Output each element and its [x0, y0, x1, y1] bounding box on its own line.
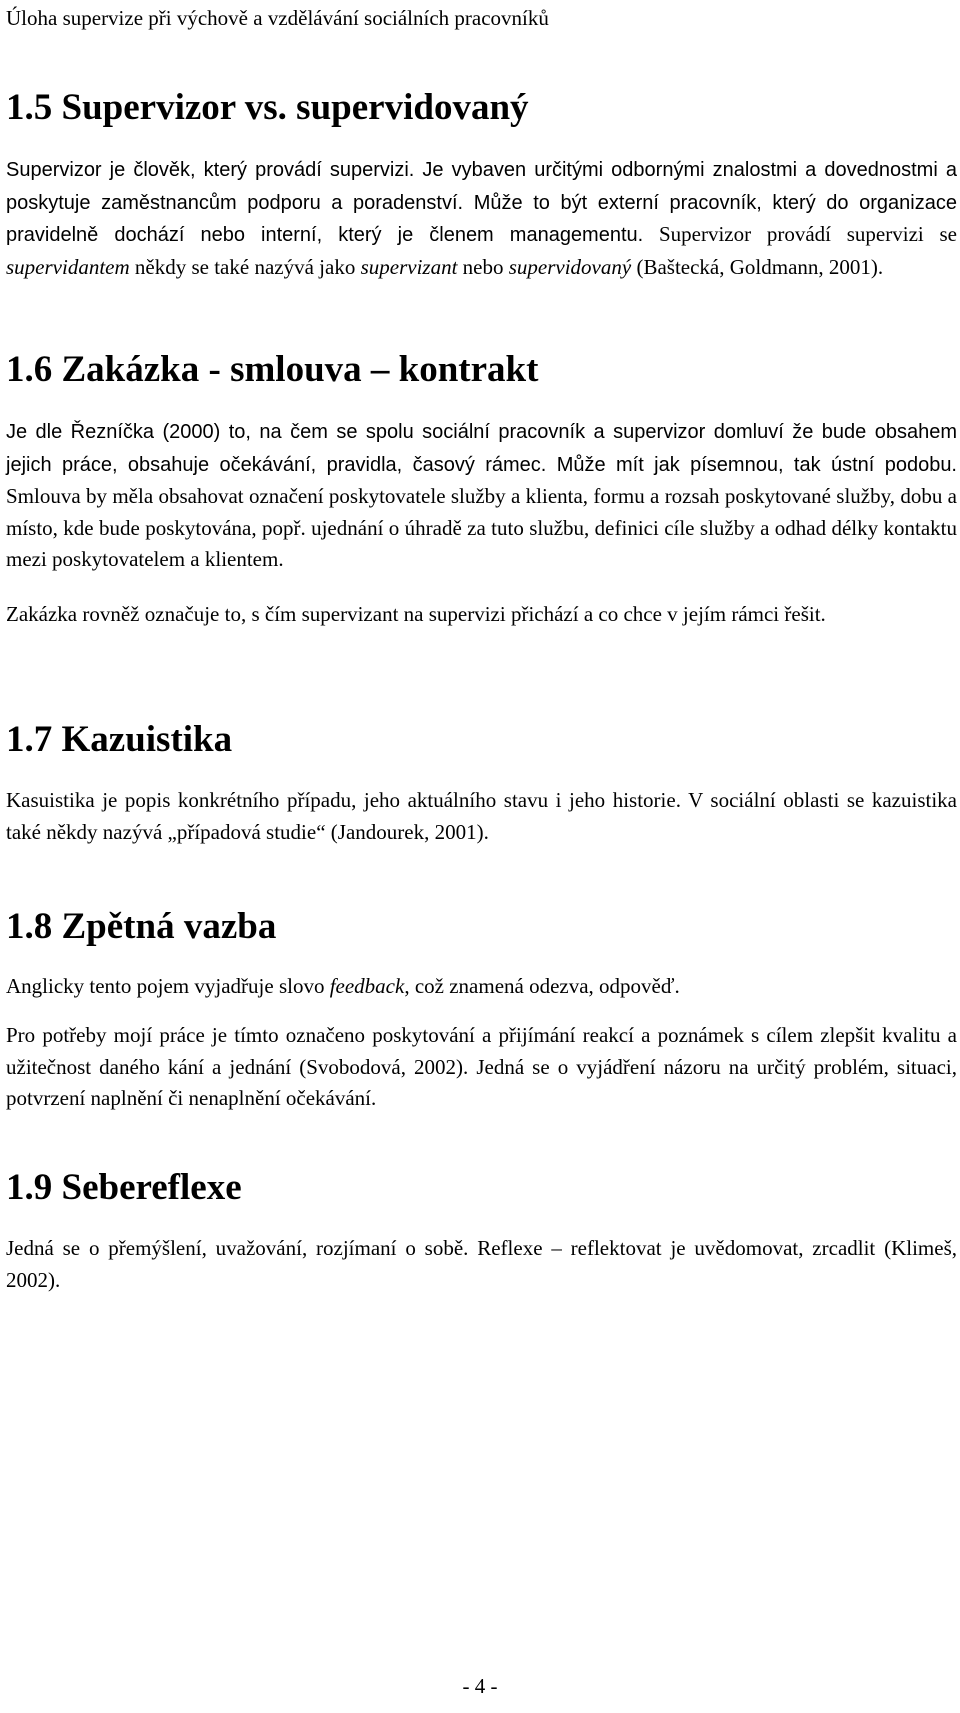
section-heading-1-9: 1.9 Sebereflexe [6, 1167, 242, 1208]
term-supervizant: supervizant [360, 254, 458, 279]
section-heading-1-6: 1.6 Zakázka - smlouva – kontrakt [6, 349, 539, 390]
paragraph-zakazka-intro: Je dle Řezníčka (2000) to, na čem se spolu sociální pracovník a supervizor domluví že bude obsahem jejich práce, obsahuje očekávání, pravidla, časový rámec. Může mít jak písemnou, tak ústní podobu. [6, 421, 957, 476]
paragraph-supervizor-definition: Supervizor je člověk, který provádí supervizi. Je vybaven určitými odbornými znalostmi a dovednostmi a poskytuje zaměstnancům podporu a poradenství. Může to být externí pracovník, který do organizace pravidelně dochází nebo interní, který je členem managementu. [6, 159, 957, 247]
paragraph-smlouva-content: Smlouva by měla obsahovat označení poskytovatele služby a klienta, formu a rozsah poskytované služby, dobu a místo, kde bude poskytována, popř. ujednání o úhradě za tuto službu, definici cíle služby a odhad délky kontaktu mezi poskytovatelem a klientem. [6, 484, 957, 572]
text-run: Anglicky tento pojem vyjadřuje slovo [6, 974, 330, 998]
page-number: - 4 - [462, 1674, 498, 1698]
section-heading-1-5: 1.5 Supervizor vs. supervidovaný [6, 87, 529, 128]
citation: (Baštecká, Goldmann, 2001). [631, 254, 884, 279]
paragraph-zpetna-vazba: Pro potřeby mojí práce je tímto označeno poskytování a přijímání reakcí a poznámek s cílem zlepšit kvalitu a užitečnost daného kání a jednání (Svobodová, 2002). Jedná se o vyjádření názoru na určitý problém, situaci, potvrzení naplnění či nenaplnění očekávání. [6, 1023, 957, 1111]
section-heading-1-7: 1.7 Kazuistika [6, 719, 233, 760]
paragraph-feedback-term [6, 971, 957, 1003]
paragraph-supervizor [6, 154, 957, 283]
text-run: nebo [457, 254, 509, 279]
paragraph-kazuistika: Kasuistika je popis konkrétního případu, jeho aktuálního stavu i jeho historie. V sociální oblasti se kazuistika také někdy nazývá „případová studie“ (Jandourek, 2001). [6, 788, 957, 844]
section-heading-1-8: 1.8 Zpětná vazba [6, 906, 277, 947]
text-run: někdy se také nazývá jako [129, 254, 361, 279]
running-header: Úloha supervize při výchově a vzdělávání sociálních pracovníků [6, 6, 549, 30]
text-run: , což znamená odezva, odpověď. [404, 974, 680, 998]
term-supervidant: supervidantem [6, 254, 130, 279]
term-supervidovany: supervidovaný [508, 254, 632, 279]
paragraph-zakazka-supervize: Zakázka rovněž označuje to, s čím supervizant na supervizi přichází a co chce v jejím rámci řešit. [6, 602, 826, 626]
text-run: Supervizor provádí supervizi se [643, 222, 957, 247]
paragraph-sebereflexe: Jedná se o přemýšlení, uvažování, rozjímaní o sobě. Reflexe – reflektovat je uvědomovat, zrcadlit (Klimeš, 2002). [6, 1236, 957, 1292]
paragraph-zakazka-definition [6, 416, 957, 576]
term-feedback: feedback [329, 974, 405, 998]
